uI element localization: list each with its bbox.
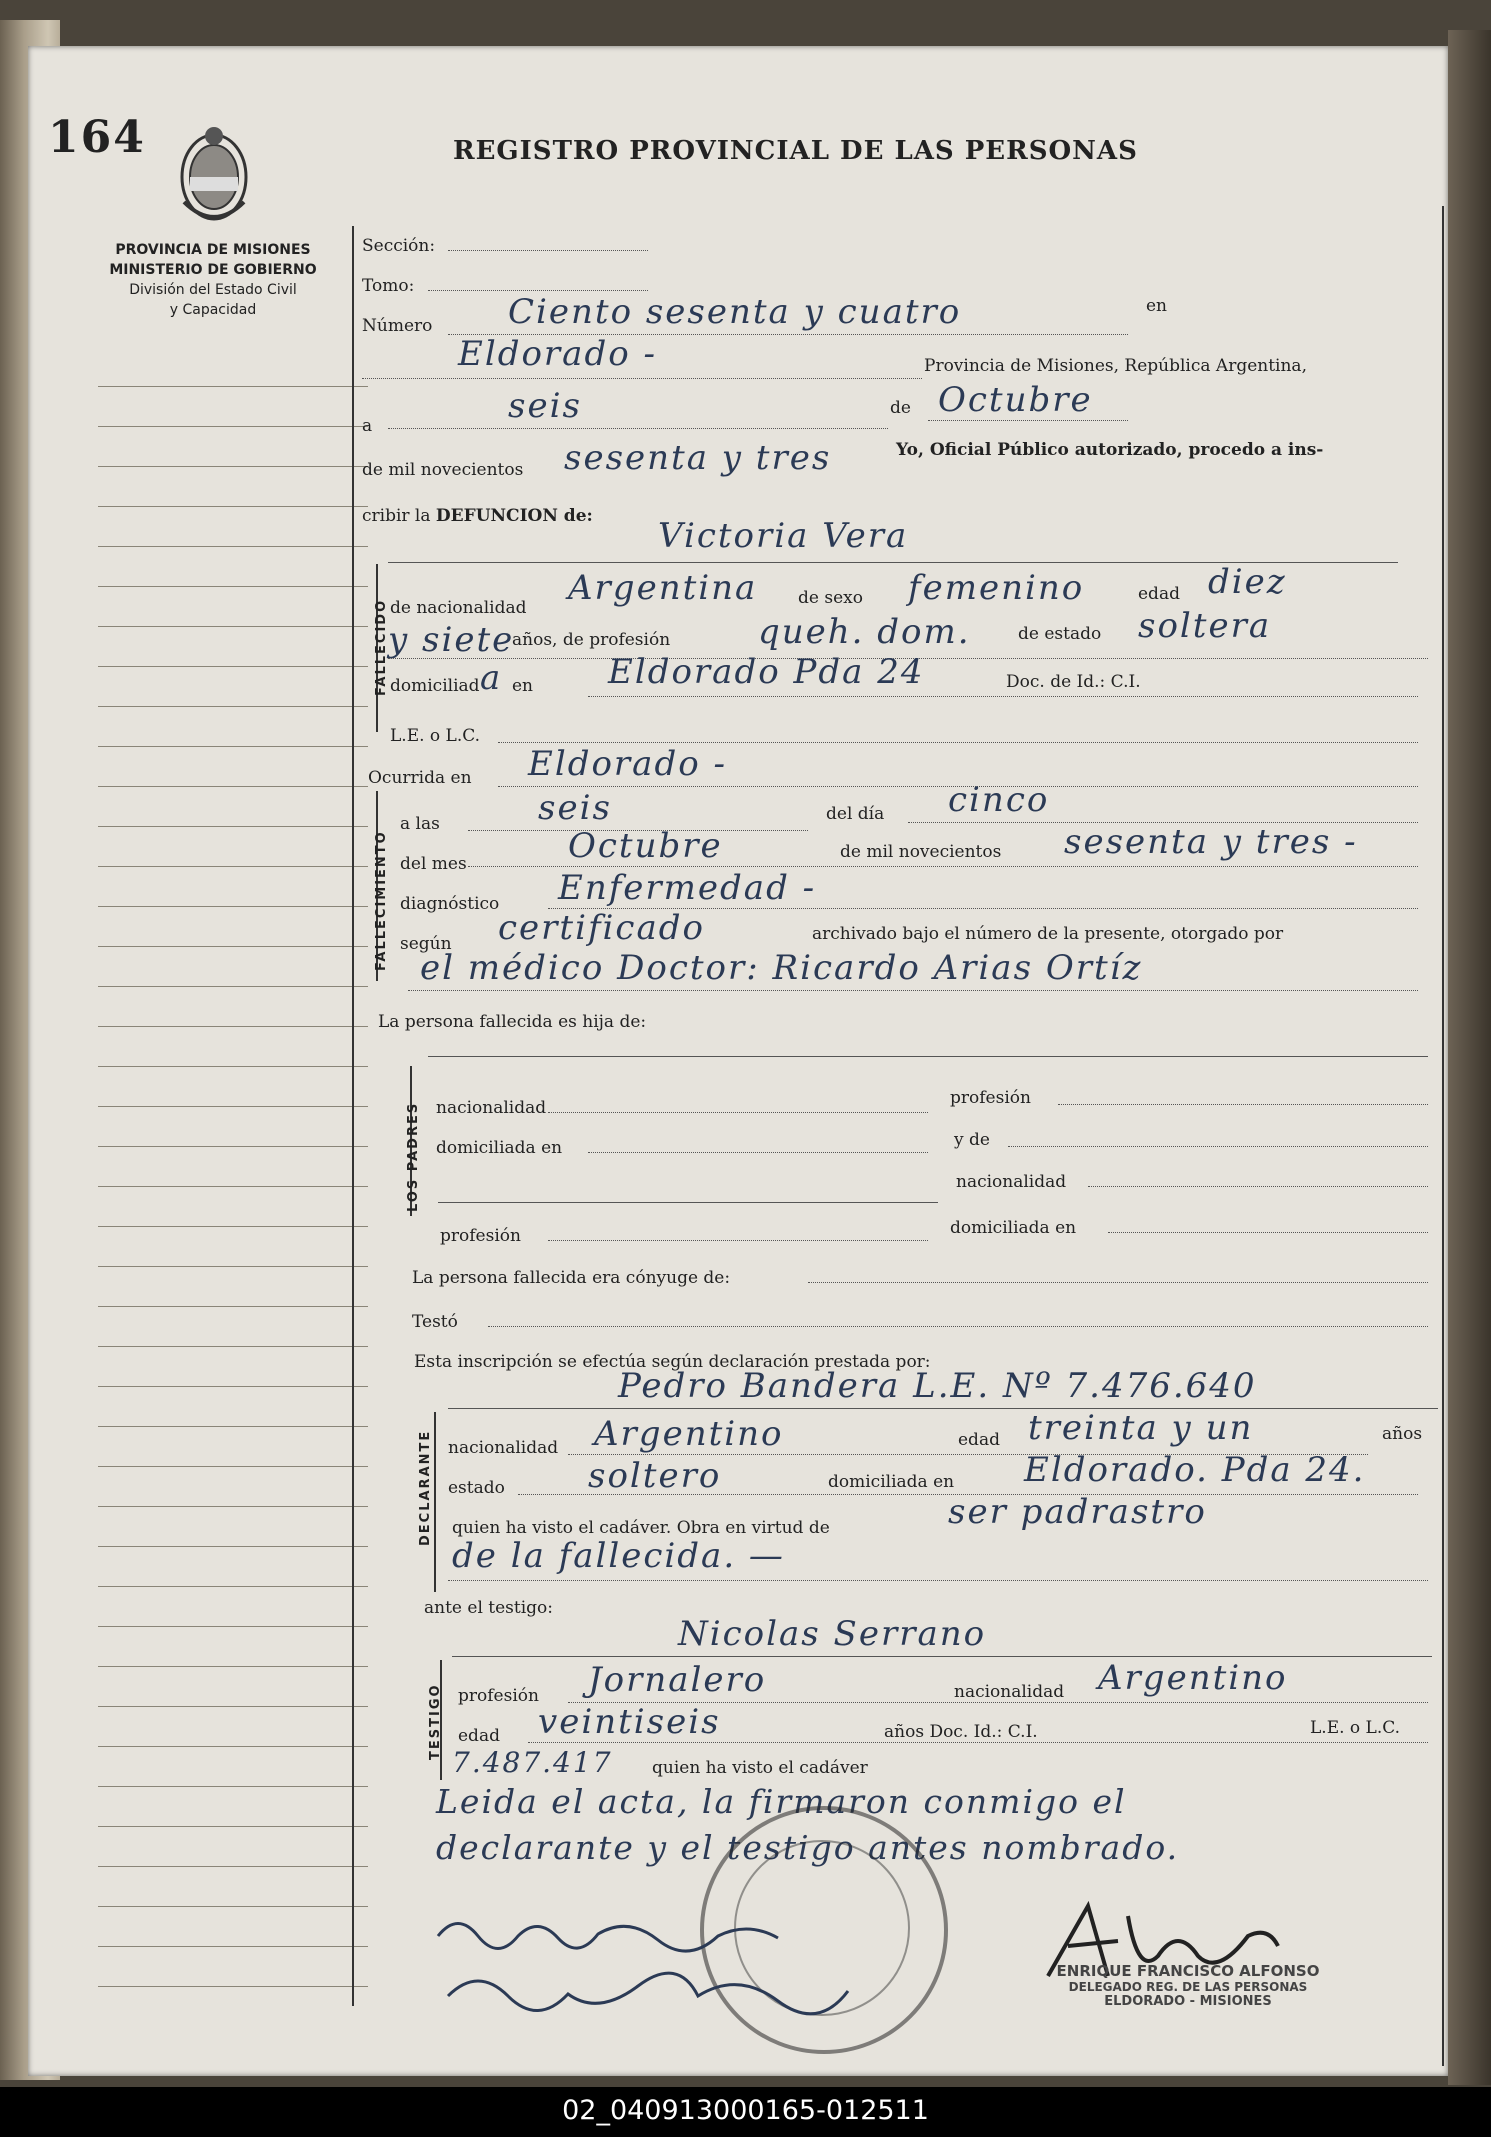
sexo-value: femenino	[908, 568, 1085, 608]
ocurrida-label: Ocurrida en	[368, 768, 472, 788]
segun-label: según	[400, 934, 452, 954]
official-stamp	[988, 1962, 1388, 2009]
decl-domicilio-value: Eldorado. Pda 24.	[1024, 1450, 1366, 1490]
inscripcion-label: Esta inscripción se efectúa según declaración prestada por:	[414, 1352, 931, 1372]
dia-fall-label: del día	[826, 804, 885, 824]
de-mil-label: de mil novecientos	[362, 460, 524, 480]
madre-nacionalidad-label: nacionalidad	[956, 1172, 1067, 1192]
hija-de-label: La persona fallecida es hija de:	[378, 1012, 647, 1032]
decl-domicilio-label: domiciliada en	[828, 1472, 955, 1492]
domicilio-en-label: en	[512, 676, 534, 696]
ano-fall-label: de mil novecientos	[840, 842, 1002, 862]
form-left-border	[352, 226, 354, 2006]
provincia-label: Provincia de Misiones, República Argentina,	[924, 356, 1307, 376]
footer-id: 02_040913000165-012511	[562, 2095, 929, 2126]
edad-label: edad	[1138, 584, 1180, 604]
ocurrida-value: Eldorado -	[528, 744, 727, 784]
page-title: REGISTRO PROVINCIAL DE LAS PERSONAS	[453, 136, 1138, 166]
conyuge-label: La persona fallecida era cónyuge de:	[412, 1268, 731, 1288]
cribir-text	[362, 506, 593, 526]
en-label: en	[1146, 296, 1168, 316]
sidebar-ministry: MINISTERIO DE GOBIERNO	[109, 262, 317, 278]
segun-value: certificado	[498, 908, 705, 948]
tomo-field	[428, 290, 648, 291]
padre-domicilio-label: domiciliada en	[436, 1138, 563, 1158]
padre-extra-field	[438, 1202, 938, 1203]
stamp-name: ENRIQUE FRANCISCO ALFONSO	[1056, 1962, 1320, 1980]
medico-field	[408, 990, 1418, 991]
domicilio-field	[588, 696, 1418, 697]
en-value: Eldorado -	[458, 334, 657, 374]
profesion-label: años, de profesión	[512, 630, 671, 650]
page-number: 164	[48, 112, 146, 163]
conyuge-field	[808, 1282, 1428, 1283]
mes-field	[928, 420, 1128, 421]
declarante-field	[448, 1408, 1438, 1409]
le-lc-label: L.E. o L.C.	[390, 726, 481, 746]
test-quien-label: quien ha visto el cadáver	[652, 1758, 868, 1778]
testigo-signature	[438, 1966, 858, 2026]
stamp-role: DELEGADO REG. DE LAS PERSONAS	[1068, 1980, 1308, 1994]
decl-nacionalidad-label: nacionalidad	[448, 1438, 559, 1458]
madre-nombre-field	[1008, 1146, 1428, 1147]
test-nacionalidad-label: nacionalidad	[954, 1682, 1065, 1702]
padre-nombre-field	[428, 1056, 1428, 1057]
padres-section-label: LOS PADRES	[406, 1101, 421, 1212]
sidebar-header	[88, 240, 338, 320]
madre-profesion-field	[548, 1240, 928, 1241]
declarante-bracket	[434, 1412, 436, 1592]
stamp-location: ELDORADO - MISIONES	[1104, 1994, 1272, 2009]
test-edad-label: edad	[458, 1726, 500, 1746]
cribir-label: cribir la	[362, 506, 436, 526]
a-label: a	[362, 416, 373, 436]
lectura-line1: Leida el acta, la firmaron conmigo el	[436, 1782, 1127, 1821]
decl-quien-label: quien ha visto el cadáver. Obra en virtud de	[452, 1518, 830, 1538]
decl-edad-label: edad	[958, 1430, 1000, 1450]
oficial-text: Yo, Oficial Público autorizado, procedo a ins-	[896, 440, 1324, 460]
testigo-field	[452, 1656, 1432, 1657]
testo-field	[488, 1326, 1428, 1327]
form-right-border	[1442, 206, 1444, 2066]
tomo-label: Tomo:	[362, 276, 415, 296]
sexo-label: de sexo	[798, 588, 863, 608]
fallecimiento-section-label: FALLECIMIENTO	[374, 830, 389, 971]
estado-value: soltera	[1138, 606, 1272, 646]
madre-domicilio-label: domiciliada en	[950, 1218, 1077, 1238]
ano-fall-value: sesenta y tres -	[1064, 822, 1358, 862]
test-le-lc-label: L.E. o L.C.	[1310, 1718, 1401, 1738]
nacionalidad-value: Argentina	[568, 568, 758, 608]
diagnostico-value: Enfermedad -	[558, 868, 817, 908]
sidebar-division: División del Estado Civil	[129, 282, 297, 298]
le-lc-field	[498, 742, 1418, 743]
madre-domicilio-field	[1108, 1232, 1428, 1233]
archivado-text: archivado bajo el número de la presente, otorgado por	[812, 924, 1284, 944]
decl-edad-value: treinta y un	[1028, 1408, 1254, 1448]
hora-value: seis	[538, 788, 612, 828]
padre-nacionalidad-label: nacionalidad	[436, 1098, 547, 1118]
en-field	[362, 378, 922, 379]
fallecido-section-label: FALLECIDO	[374, 598, 389, 696]
padre-profesion-label: profesión	[950, 1088, 1031, 1108]
testigo-section-label: TESTIGO	[428, 1683, 443, 1760]
decl-anos-label: años	[1382, 1424, 1423, 1444]
dia-value: seis	[508, 386, 582, 426]
test-edad-value: veintiseis	[538, 1702, 721, 1742]
mes-fall-label: del mes	[400, 854, 467, 874]
domicilio-label: domiciliad	[390, 676, 480, 696]
hora-label: a las	[400, 814, 440, 834]
decl-virtud-value: ser padrastro	[948, 1492, 1207, 1532]
footer-bar	[0, 2087, 1491, 2137]
decl-estado-value: soltero	[588, 1456, 722, 1496]
domicilio-value: Eldorado Pda 24	[608, 652, 925, 692]
profesion-value: queh. dom.	[758, 612, 971, 652]
decl-nacionalidad-value: Argentino	[594, 1414, 784, 1454]
padre-profesion2-label: profesión	[440, 1226, 521, 1246]
de-label: de	[890, 398, 911, 418]
sidebar-province: PROVINCIA DE MISIONES	[115, 242, 311, 258]
coat-of-arms-icon	[176, 122, 252, 232]
test-profesion-label: profesión	[458, 1686, 539, 1706]
test-ci-value: 7.487.417	[452, 1746, 613, 1779]
testo-label: Testó	[412, 1312, 458, 1332]
ante-testigo-label: ante el testigo:	[424, 1598, 554, 1618]
declarante-section-label: DECLARANTE	[418, 1429, 433, 1546]
defuncion-label: DEFUNCION de:	[435, 506, 593, 526]
doc-id-label: Doc. de Id.: C.I.	[1006, 672, 1141, 692]
test-nacionalidad-value: Argentino	[1098, 1658, 1288, 1698]
nacionalidad-label: de nacionalidad	[390, 598, 527, 618]
test-edad-field	[528, 1742, 1428, 1743]
edad-value: diez	[1208, 562, 1287, 602]
decl-estado-label: estado	[448, 1478, 505, 1498]
testigo-value: Nicolas Serrano	[678, 1614, 987, 1654]
dia-field	[388, 428, 888, 429]
next-page-edge	[1448, 30, 1491, 2085]
test-profesion-value: Jornalero	[588, 1660, 767, 1700]
madre-nacionalidad-field	[1088, 1186, 1428, 1187]
padre-nacionalidad-field	[548, 1112, 928, 1113]
document-page	[28, 46, 1448, 2076]
declarante-signature	[428, 1906, 808, 1966]
estado-label: de estado	[1018, 624, 1102, 644]
dia-fall-value: cinco	[948, 780, 1050, 820]
mes-fall-field	[468, 866, 1418, 867]
numero-value: Ciento sesenta y cuatro	[508, 292, 962, 332]
domicilio-gender: a	[480, 658, 503, 698]
y-de-label: y de	[954, 1130, 990, 1150]
ano-value: sesenta y tres	[564, 438, 832, 478]
mes-value: Octubre	[938, 380, 1093, 420]
diagnostico-label: diagnóstico	[400, 894, 500, 914]
decl-virtud-field	[448, 1580, 1428, 1581]
numero-label: Número	[362, 316, 433, 336]
declarante-value: Pedro Bandera L.E. Nº 7.476.640	[618, 1366, 1257, 1406]
sidebar-capacity: y Capacidad	[169, 302, 257, 318]
decl-virtud2-value: de la fallecida. —	[452, 1536, 785, 1576]
edad2-value: y siete	[388, 620, 515, 660]
seccion-field	[448, 250, 648, 251]
seccion-label: Sección:	[362, 236, 436, 256]
mes-fall-value: Octubre	[568, 826, 723, 866]
padre-profesion-field	[1058, 1104, 1428, 1105]
padre-domicilio-field	[588, 1152, 928, 1153]
nombre-value: Victoria Vera	[658, 516, 909, 556]
medico-value: el médico Doctor: Ricardo Arias Ortíz	[420, 948, 1143, 988]
lectura-line2: declarante y el testigo antes nombrado.	[436, 1828, 1180, 1867]
test-doc-label: años Doc. Id.: C.I.	[884, 1722, 1038, 1742]
